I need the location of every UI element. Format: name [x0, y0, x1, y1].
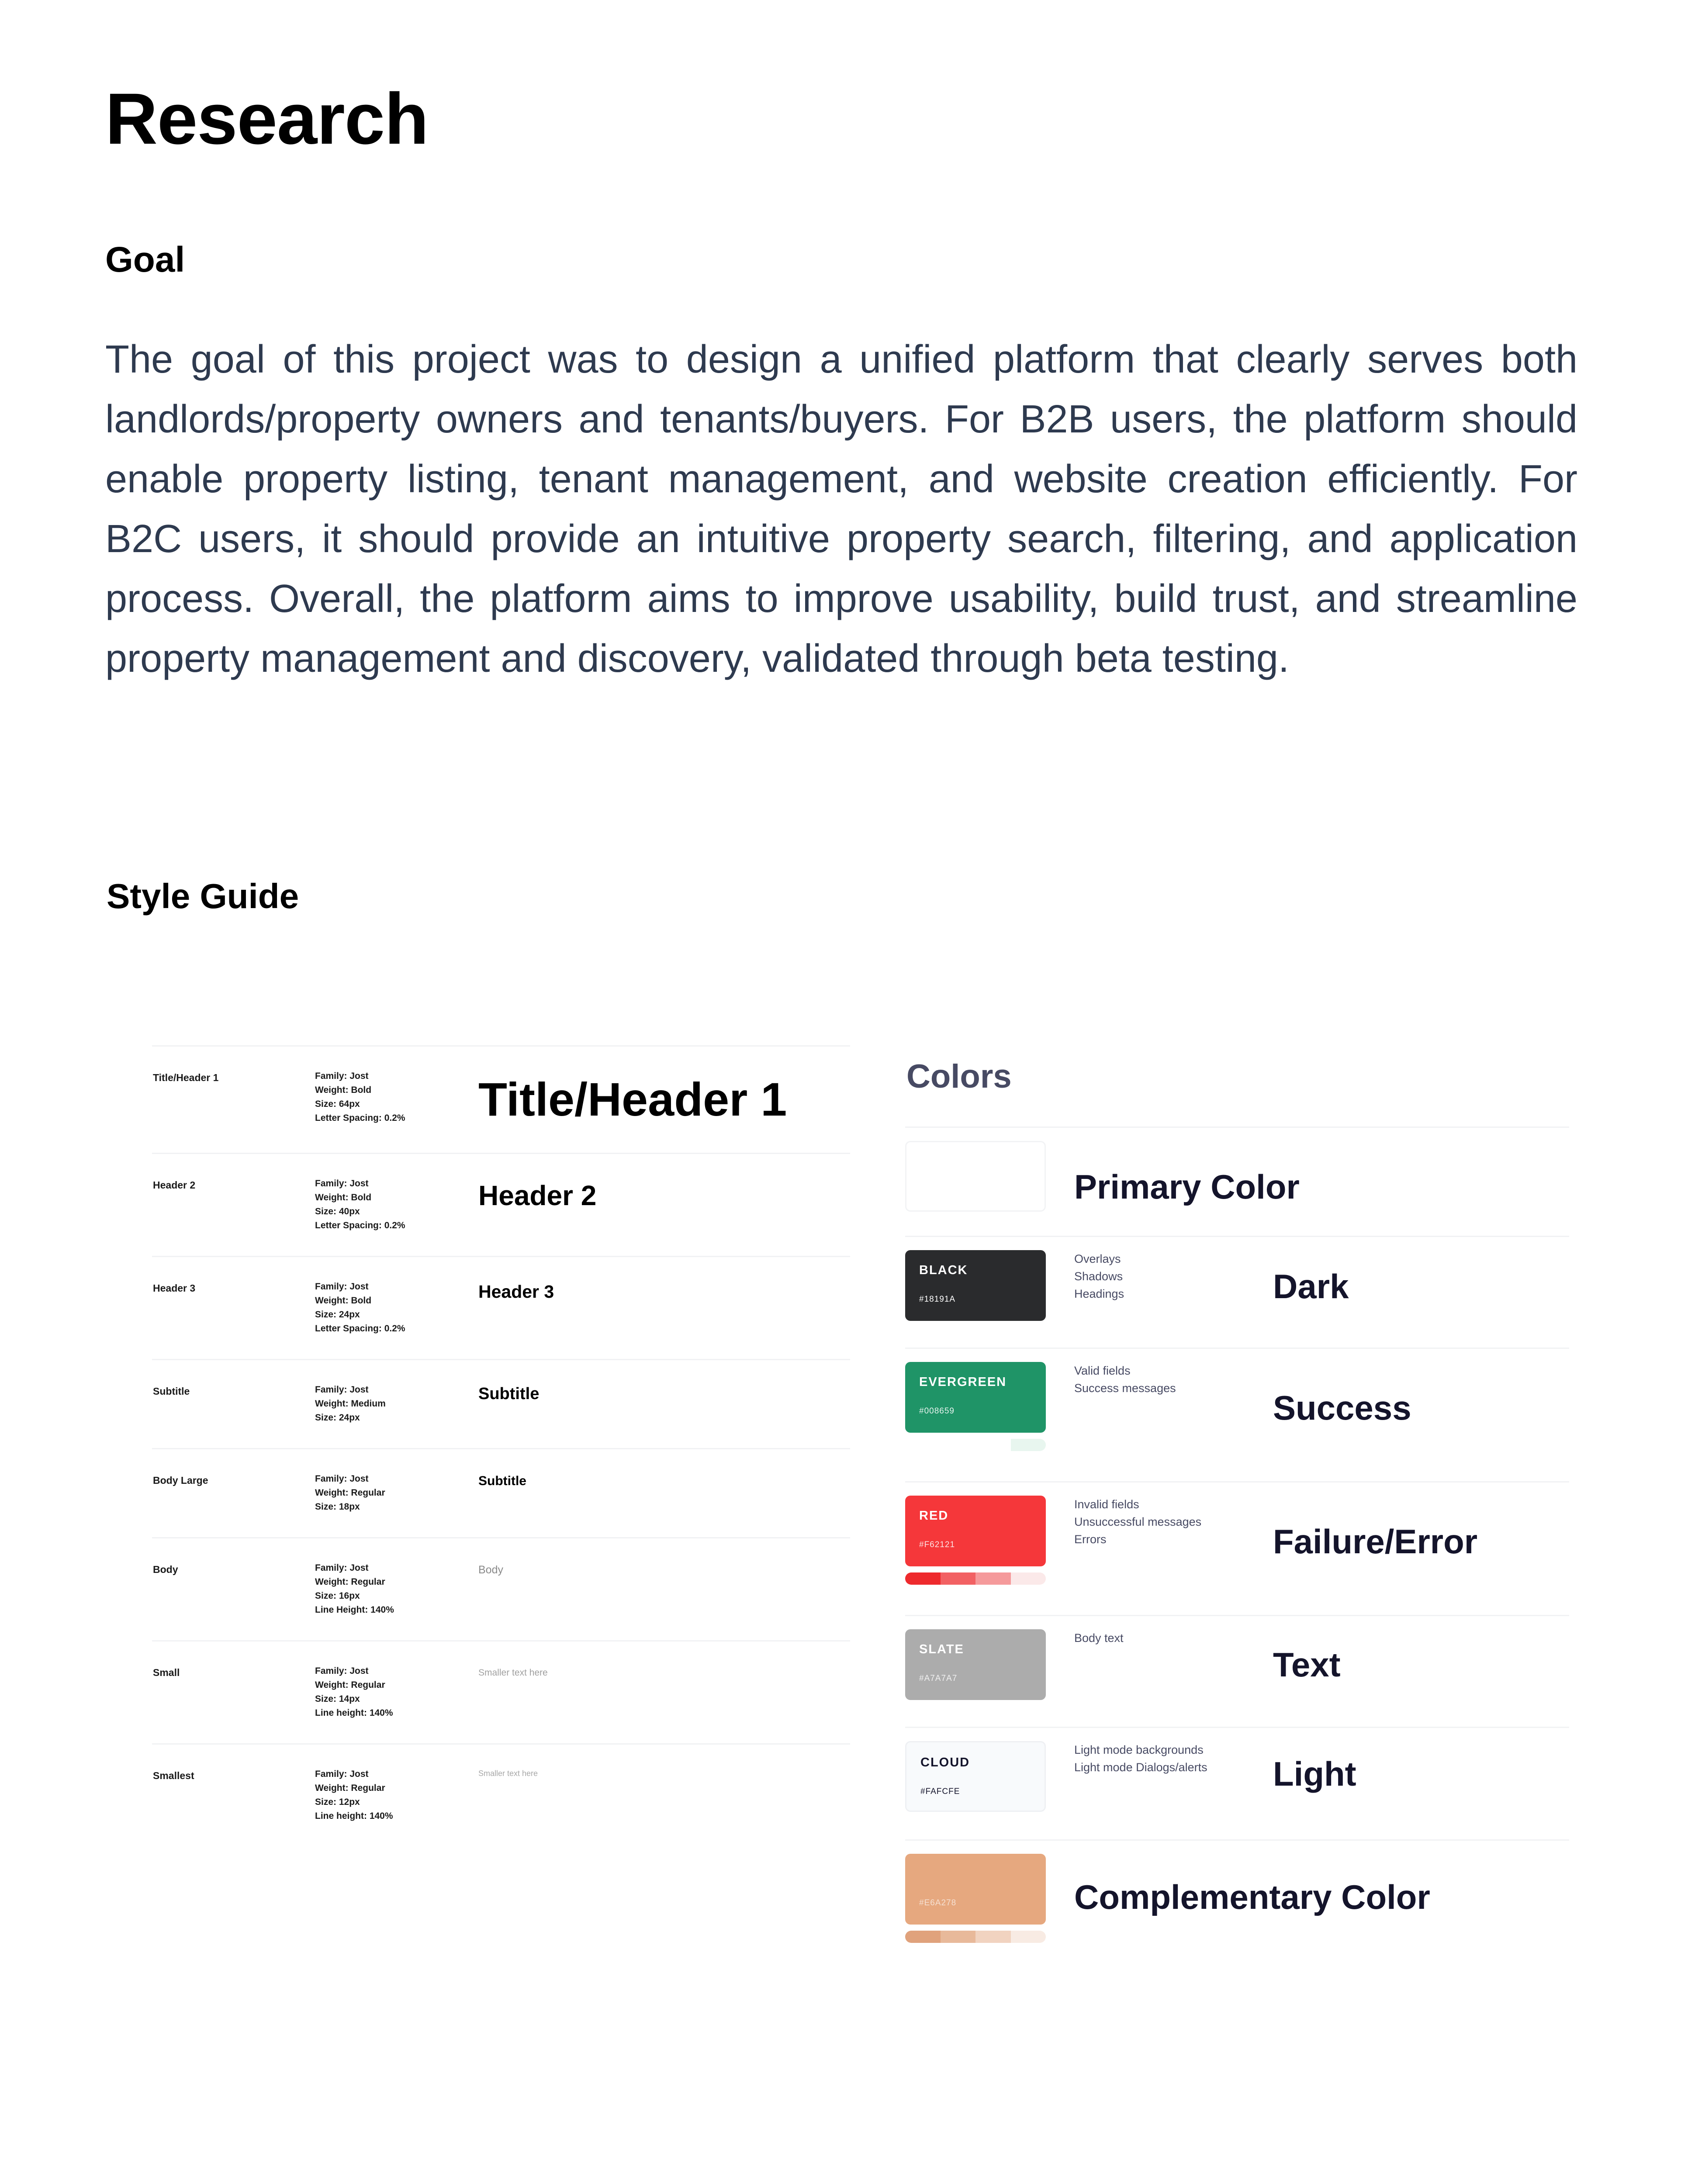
usage-line: Valid fields — [1074, 1364, 1131, 1377]
spec-line: Size: 64px — [315, 1099, 360, 1109]
spec-line: Size: 14px — [315, 1694, 360, 1704]
spec-line: Size: 16px — [315, 1591, 360, 1601]
tint — [1011, 1572, 1046, 1585]
type-sample: Title/Header 1 — [478, 1073, 787, 1126]
spec-line: Family: Jost — [315, 1385, 369, 1395]
spec-line: Line height: 140% — [315, 1811, 393, 1821]
dark-label: Dark — [1273, 1267, 1349, 1306]
type-specs — [315, 1561, 394, 1617]
color-row-success — [905, 1348, 1569, 1481]
tint — [1011, 1439, 1046, 1451]
type-sample: Smaller text here — [478, 1769, 538, 1778]
typography-row-title — [152, 1045, 850, 1153]
spec-line: Family: Jost — [315, 1769, 369, 1779]
typography-row-header2 — [152, 1153, 850, 1256]
spec-line: Family: Jost — [315, 1474, 369, 1484]
swatch-hex: #FAFCFE — [920, 1787, 960, 1796]
swatch-hex: #A7A7A7 — [919, 1674, 958, 1683]
dark-usage — [1074, 1250, 1124, 1303]
spec-line: Size: 24px — [315, 1413, 360, 1423]
usage-line: Light mode backgrounds — [1074, 1743, 1204, 1756]
spec-line: Weight: Medium — [315, 1399, 386, 1409]
typography-row-small — [152, 1640, 850, 1743]
tint — [941, 1572, 976, 1585]
type-sample: Header 2 — [478, 1180, 597, 1211]
spec-line: Letter Spacing: 0.2% — [315, 1324, 405, 1334]
complementary-swatch — [905, 1854, 1046, 1925]
success-usage — [1074, 1362, 1176, 1397]
usage-line: Unsuccessful messages — [1074, 1515, 1202, 1528]
error-tints — [905, 1572, 1046, 1585]
spec-line: Line Height: 140% — [315, 1605, 394, 1615]
page-title: Research — [105, 79, 429, 159]
usage-line: Invalid fields — [1074, 1498, 1139, 1511]
type-specs — [315, 1177, 405, 1233]
spec-line: Weight: Bold — [315, 1296, 372, 1306]
text-usage — [1074, 1629, 1124, 1647]
color-row-text — [905, 1615, 1569, 1727]
spec-line: Weight: Regular — [315, 1577, 385, 1587]
primary-swatch — [905, 1141, 1046, 1212]
text-label: Text — [1273, 1645, 1341, 1684]
tint — [905, 1931, 941, 1943]
tint — [975, 1931, 1011, 1943]
color-row-dark — [905, 1236, 1569, 1348]
error-usage — [1074, 1496, 1201, 1548]
type-name: Title/Header 1 — [153, 1072, 219, 1083]
spec-line: Family: Jost — [315, 1282, 369, 1292]
typography-row-header3 — [152, 1256, 850, 1359]
colors-title: Colors — [906, 1058, 1012, 1095]
tint — [1011, 1931, 1046, 1943]
type-specs — [315, 1383, 386, 1425]
error-label: Failure/Error — [1273, 1522, 1478, 1561]
tint — [905, 1439, 941, 1451]
cloud-swatch — [905, 1741, 1046, 1812]
type-sample: Subtitle — [478, 1474, 526, 1488]
type-sample: Subtitle — [478, 1385, 540, 1403]
success-label: Success — [1273, 1389, 1411, 1427]
tint — [975, 1439, 1011, 1451]
typography-table — [152, 1045, 850, 1846]
type-specs — [315, 1767, 393, 1823]
swatch-hex: #F62121 — [919, 1540, 955, 1549]
evergreen-swatch — [905, 1362, 1046, 1433]
spec-line: Family: Jost — [315, 1071, 369, 1081]
spec-line: Letter Spacing: 0.2% — [315, 1220, 405, 1230]
spec-line: Size: 18px — [315, 1502, 360, 1512]
style-guide-heading: Style Guide — [107, 877, 299, 916]
usage-line: Body text — [1074, 1631, 1124, 1645]
light-usage — [1074, 1741, 1207, 1776]
spec-line: Size: 12px — [315, 1797, 360, 1807]
tint — [905, 1572, 941, 1585]
spec-line: Letter Spacing: 0.2% — [315, 1113, 405, 1123]
spec-line: Family: Jost — [315, 1178, 369, 1189]
type-specs — [315, 1069, 405, 1125]
swatch-name: CLOUD — [920, 1755, 970, 1769]
type-name: Smallest — [153, 1770, 194, 1781]
success-tints — [905, 1439, 1046, 1451]
swatch-name: EVERGREEN — [919, 1375, 1007, 1389]
usage-line: Shadows — [1074, 1270, 1123, 1283]
complementary-tints — [905, 1931, 1046, 1943]
spec-line: Weight: Regular — [315, 1680, 385, 1690]
goal-heading: Goal — [105, 240, 185, 280]
spec-line: Family: Jost — [315, 1666, 369, 1676]
swatch-name: RED — [919, 1509, 949, 1523]
spec-line: Weight: Regular — [315, 1783, 385, 1793]
complementary-color-label: Complementary Color — [1074, 1878, 1430, 1916]
spec-line: Size: 24px — [315, 1310, 360, 1320]
typography-row-smallest — [152, 1743, 850, 1846]
spec-line: Size: 40px — [315, 1206, 360, 1216]
swatch-hex: #008659 — [919, 1406, 955, 1416]
typography-row-body-large — [152, 1448, 850, 1537]
primary-color-label: Primary Color — [1074, 1168, 1300, 1206]
spec-line: Weight: Regular — [315, 1488, 385, 1498]
red-swatch — [905, 1496, 1046, 1566]
color-row-complementary — [905, 1839, 1569, 1953]
color-row-light — [905, 1727, 1569, 1839]
usage-line: Headings — [1074, 1287, 1124, 1300]
type-sample: Smaller text here — [478, 1668, 548, 1678]
swatch-name: BLACK — [919, 1263, 968, 1277]
spec-line: Family: Jost — [315, 1563, 369, 1573]
color-row-error — [905, 1481, 1569, 1615]
typography-row-body — [152, 1537, 850, 1640]
swatch-name: SLATE — [919, 1642, 964, 1656]
usage-line: Light mode Dialogs/alerts — [1074, 1761, 1207, 1774]
type-sample: Header 3 — [478, 1282, 554, 1302]
typography-row-subtitle — [152, 1359, 850, 1448]
type-name: Body Large — [153, 1475, 208, 1486]
tint — [975, 1572, 1011, 1585]
usage-line: Overlays — [1074, 1252, 1121, 1265]
type-name: Header 3 — [153, 1282, 196, 1294]
tint — [941, 1439, 976, 1451]
type-name: Small — [153, 1667, 180, 1678]
slate-swatch — [905, 1629, 1046, 1700]
swatch-hex: #E6A278 — [919, 1898, 957, 1908]
spec-line: Line height: 140% — [315, 1708, 393, 1718]
type-specs — [315, 1664, 393, 1720]
type-specs — [315, 1280, 405, 1336]
goal-paragraph: The goal of this project was to design a unified platform that clearly serves both landlords/property owners and tenants/buyers. For B2B users, the platform should enable property listing, tenant management, and website creation efficiently. For B2C users, it should provide an intuitive property search, filtering, and application process. Overall, the platform aims to improve usability, build trust, and streamline property management and discovery, validated through beta testing. — [105, 338, 1577, 681]
tint — [941, 1931, 976, 1943]
type-name: Body — [153, 1564, 178, 1575]
type-name: Subtitle — [153, 1386, 190, 1397]
type-sample: Body — [478, 1564, 503, 1576]
swatch-hex: #18191A — [919, 1295, 956, 1304]
spec-line: Weight: Bold — [315, 1085, 372, 1095]
light-label: Light — [1273, 1755, 1356, 1793]
usage-line: Errors — [1074, 1533, 1107, 1546]
black-swatch — [905, 1250, 1046, 1321]
usage-line: Success messages — [1074, 1382, 1176, 1395]
spec-line: Weight: Bold — [315, 1192, 372, 1203]
type-specs — [315, 1472, 385, 1514]
type-name: Header 2 — [153, 1179, 196, 1191]
color-row-primary — [905, 1127, 1569, 1236]
